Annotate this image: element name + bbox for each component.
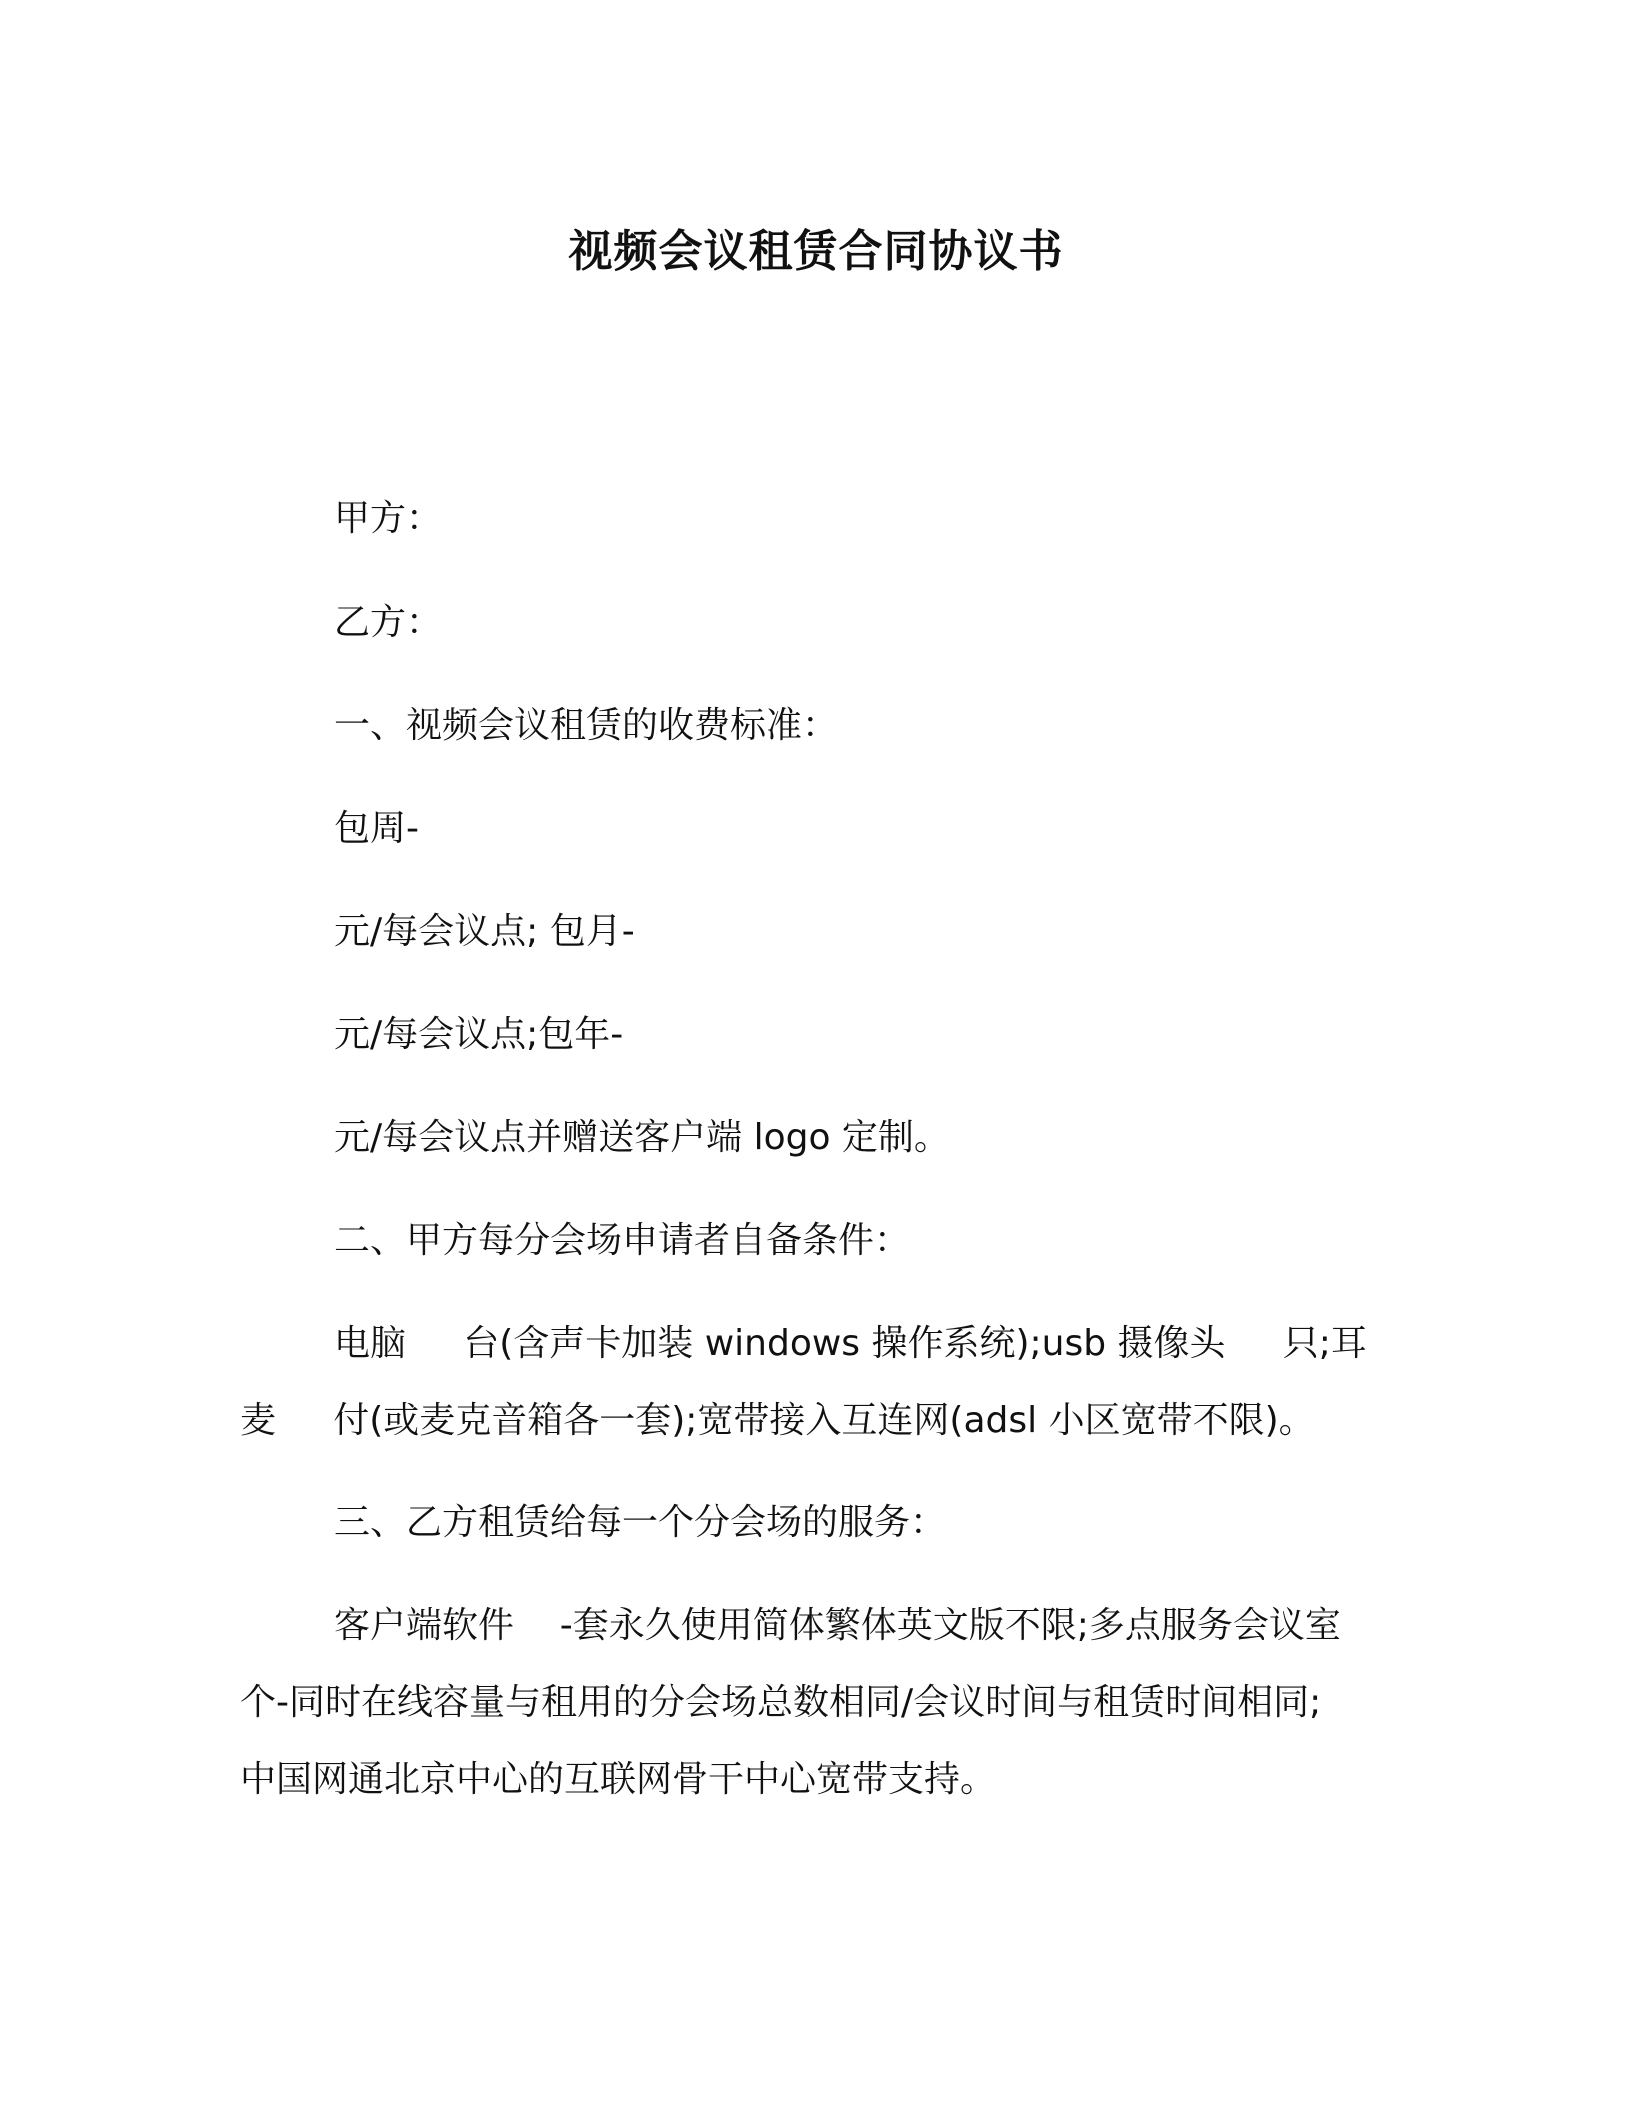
section3-line: 个-同时在线容量与租用的分会场总数相同/会议时间与租赁时间相同; [240,1682,1322,1723]
section1-line: 元/每会议点并赠送客户端 logo 定制。 [334,1117,950,1158]
section3-line: 客户端软件 -套永久使用简体繁体英文版不限;多点服务会议室 [334,1605,1341,1646]
section1-line: 包周- [334,808,419,849]
party-a-label: 甲方： [334,498,443,539]
section1-line: 元/每会议点;包年- [334,1014,624,1055]
section2-line: 麦 付(或麦克音箱各一套);宽带接入互连网(adsl 小区宽带不限)。 [240,1400,1315,1441]
party-b-label: 乙方： [334,602,443,643]
section3-line: 中国网通北京中心的互联网骨干中心宽带支持。 [240,1759,997,1800]
document-title: 视频会议租赁合同协议书 [568,226,1064,277]
section3-heading: 三、乙方租赁给每一个分会场的服务： [334,1502,947,1543]
section1-line: 元/每会议点; 包月- [334,911,635,952]
section2-line: 电脑 台(含声卡加装 windows 操作系统);usb 摄像头 只;耳 [334,1323,1367,1364]
section1-heading: 一、视频会议租赁的收费标准： [334,705,839,746]
section2-heading: 二、甲方每分会场申请者自备条件： [334,1220,911,1261]
